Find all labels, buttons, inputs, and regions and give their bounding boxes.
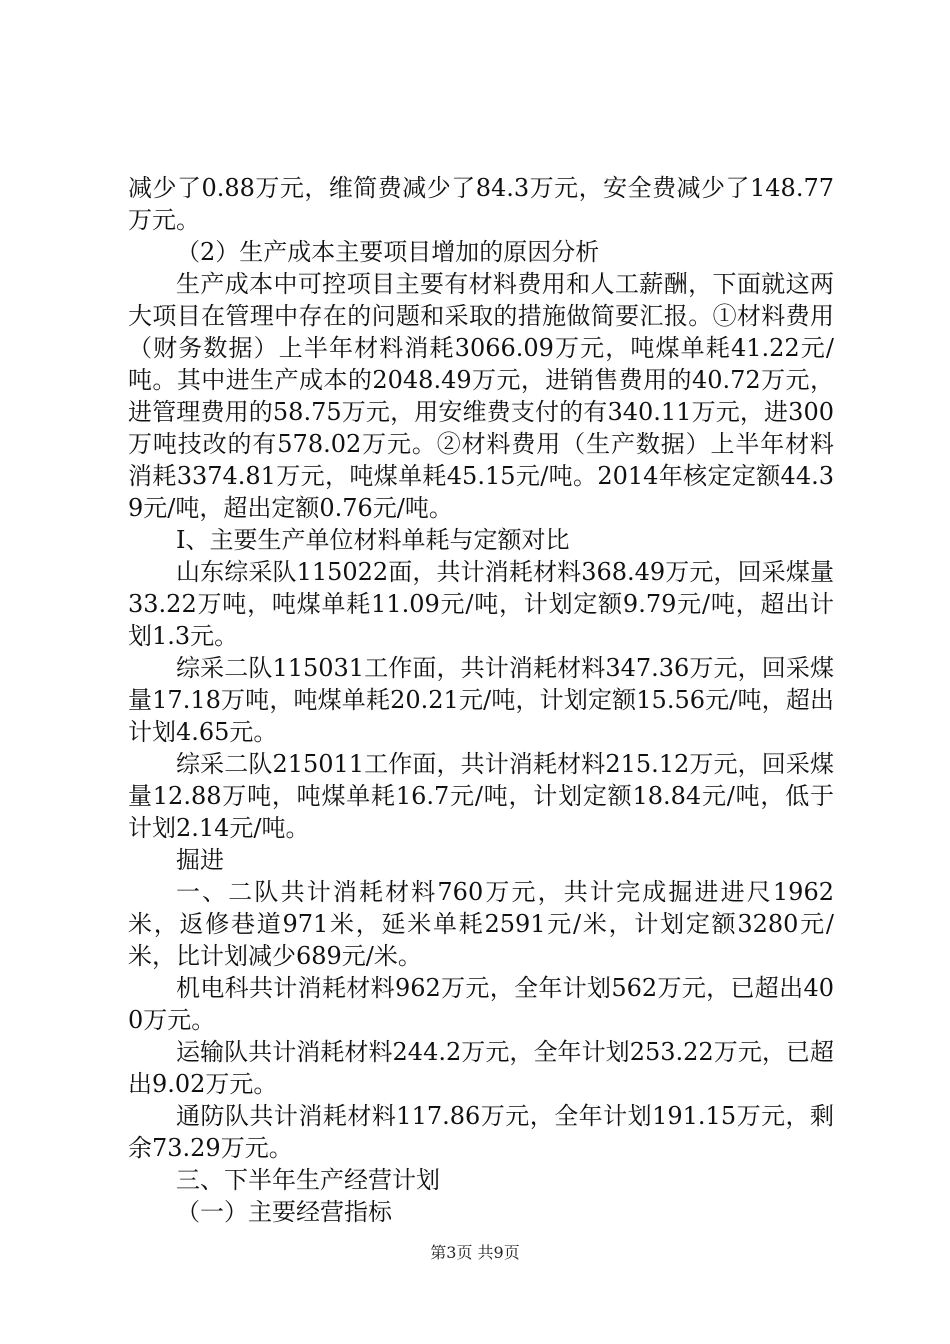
section-heading-cost-increase: （2）生产成本主要项目增加的原因分析 [176, 238, 600, 266]
section-heading-main-indicators: （一）主要经营指标 [176, 1198, 392, 1226]
paragraph-team2-215011: 综采二队215011工作面，共计消耗材料215.12万元，回采煤量12.88万吨，吨煤单耗16.7元/吨，计划定额18.84元/吨，低于计划2.14元/吨。 [128, 750, 834, 842]
paragraph-material-costs: 生产成本中可控项目主要有材料费用和人工薪酬，下面就这两大项目在管理中存在的问题和采取的措施做简要汇报。①材料费用（财务数据）上半年材料消耗3066.09万元，吨煤单耗41.22元/吨。其中进生产成本的2048.49万元，进销售费用的40.72万元，进管理费用的58.75万元，用安维费支付的有340.11万元，进300万吨技改的有578.02万元。②材料费用（生产数据）上半年材料消耗3374.81万元，吨煤单耗45.15元/吨。2014年核定定额44.39元/吨，超出定额0.76元/吨。 [128, 270, 834, 522]
section-heading-second-half-plan: 三、下半年生产经营计划 [176, 1166, 440, 1194]
paragraph-continued: 减少了0.88万元，维简费减少了84.3万元，安全费减少了148.77万元。 [128, 174, 834, 234]
paragraph-shandong-team: 山东综采队115022面，共计消耗材料368.49万元，回采煤量33.22万吨，吨煤单耗11.09元/吨，计划定额9.79元/吨，超出计划1.3元。 [128, 558, 834, 650]
paragraph-team2-115031: 综采二队115031工作面，共计消耗材料347.36万元，回采煤量17.18万吨，吨煤单耗20.21元/吨，计划定额15.56元/吨，超出计划4.65元。 [128, 654, 834, 746]
document-body [128, 172, 834, 1228]
section-heading-unit-comparison: Ⅰ、主要生产单位材料单耗与定额对比 [176, 526, 570, 554]
paragraph-electromechanical: 机电科共计消耗材料962万元，全年计划562万元，已超出400万元。 [128, 974, 834, 1034]
paragraph-transport-team: 运输队共计消耗材料244.2万元，全年计划253.22万元，已超出9.02万元。 [128, 1038, 834, 1098]
page-number-footer: 第3页 共9页 [430, 1243, 520, 1262]
paragraph-excavation-teams: 一、二队共计消耗材料760万元，共计完成掘进进尺1962米，返修巷道971米，延米单耗2591元/米，计划定额3280元/米，比计划减少689元/米。 [128, 878, 834, 970]
section-heading-excavation: 掘进 [176, 846, 224, 874]
paragraph-ventilation-team: 通防队共计消耗材料117.86万元，全年计划191.15万元，剩余73.29万元。 [128, 1102, 834, 1162]
